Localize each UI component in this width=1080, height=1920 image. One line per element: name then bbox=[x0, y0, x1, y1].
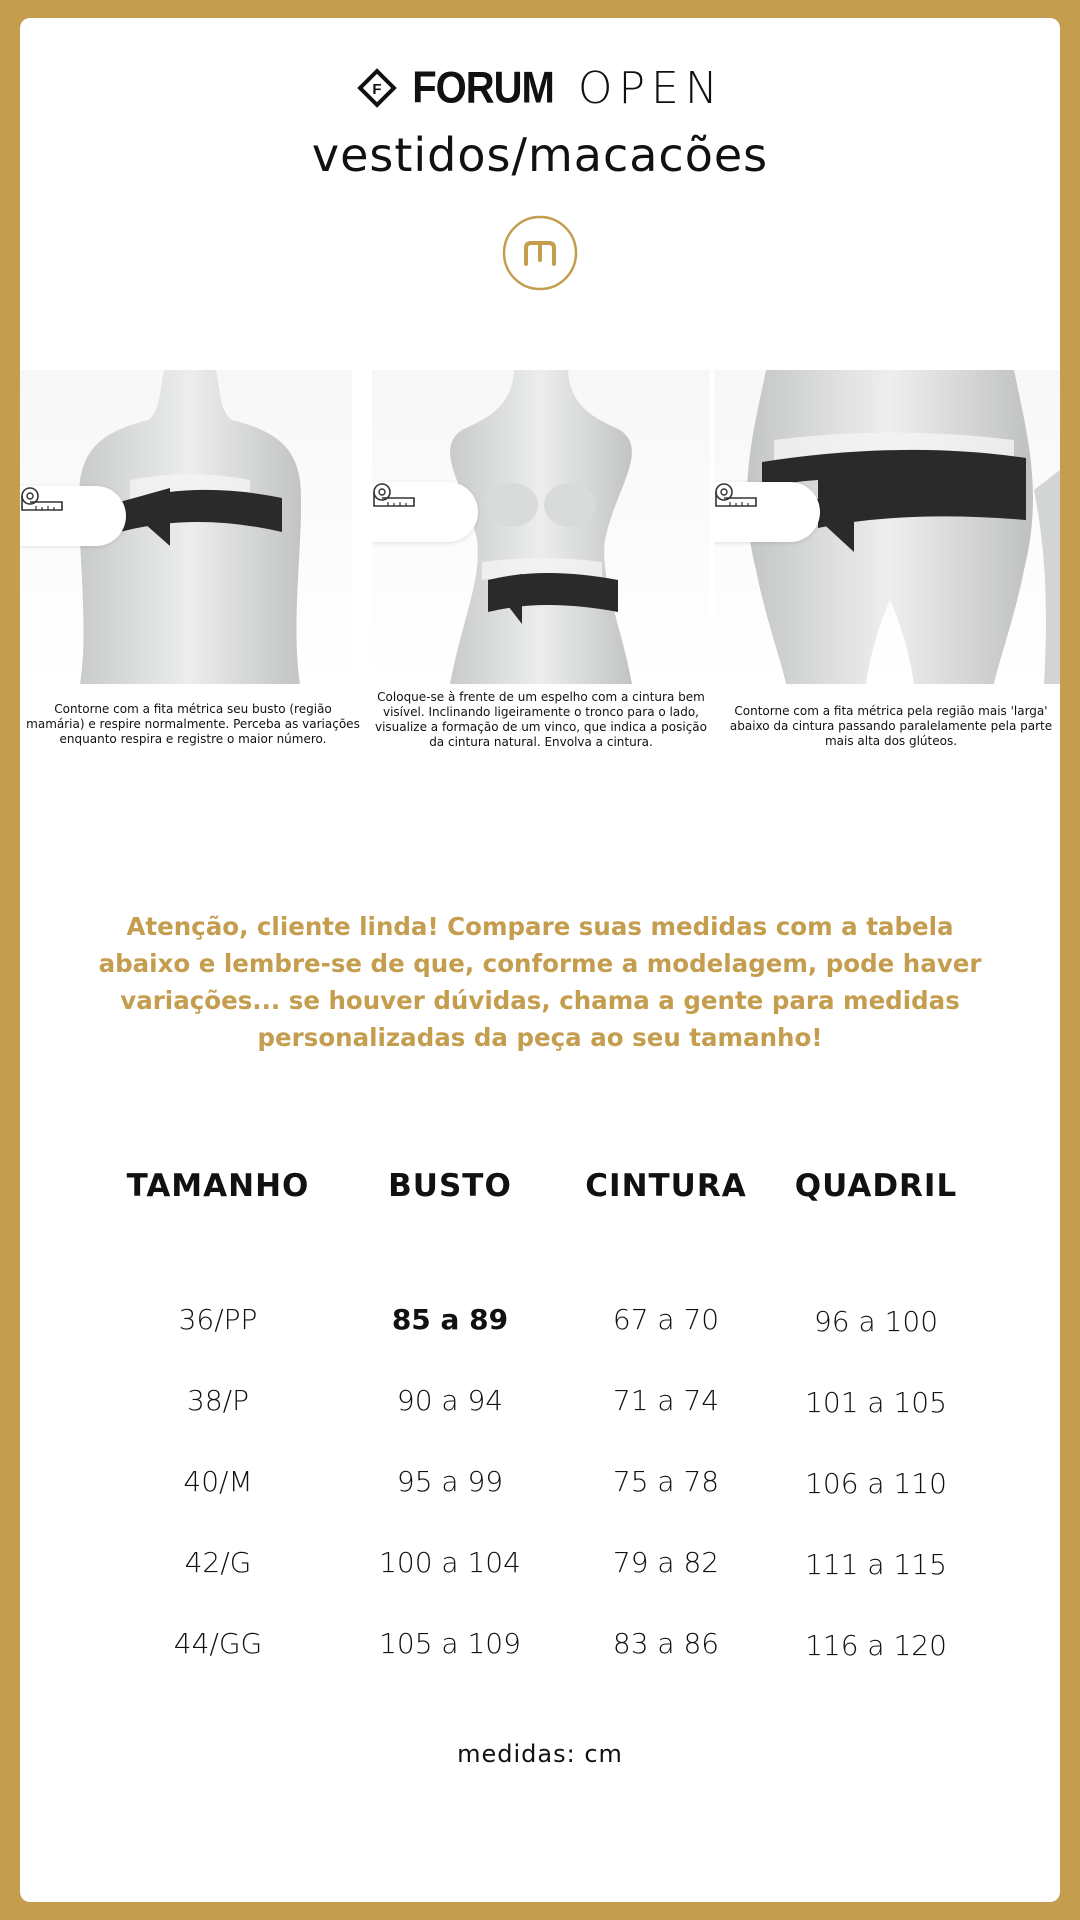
cell-size: 36/PP bbox=[178, 1303, 258, 1336]
cell-hip: 106 a 110 bbox=[805, 1467, 947, 1500]
header-waist: CINTURA bbox=[585, 1168, 747, 1204]
unit-note: medidas: cm bbox=[457, 1740, 623, 1768]
svg-text:F: F bbox=[372, 81, 382, 98]
page-subtitle: vestidos/macacões bbox=[311, 128, 769, 182]
cell-hip: 111 a 115 bbox=[805, 1548, 947, 1581]
size-guide-card bbox=[20, 18, 1060, 1902]
header-hip: QUADRIL bbox=[794, 1168, 958, 1204]
tape-tag bbox=[714, 482, 820, 542]
brand-line: OPEN bbox=[577, 62, 724, 114]
waist-figure bbox=[372, 370, 710, 684]
brand-header bbox=[20, 48, 1060, 128]
fit-notice: Atenção, cliente linda! Compare suas medidas com a tabela abaixo e lembre-se de que, conforme a modelagem, pode haver variações... se houver dúvidas, chama a gente para medidas personalizadas da peça ao seu tamanho! bbox=[98, 912, 982, 1052]
bust-figure bbox=[20, 370, 352, 684]
forum-logo-icon bbox=[356, 67, 398, 109]
cell-waist: 71 a 74 bbox=[612, 1384, 720, 1417]
cell-bust: 95 a 99 bbox=[396, 1465, 504, 1498]
cell-bust: 90 a 94 bbox=[396, 1384, 504, 1417]
cell-bust: 100 a 104 bbox=[379, 1546, 521, 1579]
tape-tag bbox=[20, 486, 126, 546]
hip-caption: Contorne com a fita métrica pela região mais 'larga' abaixo da cintura passando paralelamente pela parte mais alta dos glúteos. bbox=[729, 704, 1053, 748]
cell-hip: 96 a 100 bbox=[813, 1305, 939, 1338]
cell-waist: 83 a 86 bbox=[612, 1627, 720, 1660]
header-size: TAMANHO bbox=[126, 1168, 310, 1204]
header-bust: BUSTO bbox=[388, 1168, 512, 1204]
waist-caption: Coloque-se à frente de um espelho com a cintura bem visível. Inclinando ligeiramente o tronco para o lado, visualize a formação de um vinco, que indica a posição da cintura natural. Envolva a cintura. bbox=[374, 690, 708, 749]
cell-bust: 85 a 89 bbox=[391, 1303, 509, 1336]
cell-size: 40/M bbox=[183, 1465, 253, 1498]
cell-size: 42/G bbox=[184, 1546, 252, 1579]
cell-size: 38/P bbox=[187, 1384, 249, 1417]
tape-tag bbox=[372, 482, 478, 542]
cell-hip: 116 a 120 bbox=[805, 1629, 947, 1662]
cell-waist: 75 a 78 bbox=[612, 1465, 720, 1498]
cell-waist: 67 a 70 bbox=[612, 1303, 720, 1336]
hip-figure bbox=[714, 370, 1060, 684]
cell-size: 44/GG bbox=[173, 1627, 263, 1660]
m-monogram-circle-icon bbox=[501, 214, 579, 292]
brand-name: FORUM bbox=[412, 62, 554, 113]
bust-caption: Contorne com a fita métrica seu busto (região mamária) e respire normalmente. Perceba as variações enquanto respira e registre o maior número. bbox=[26, 702, 360, 746]
cell-bust: 105 a 109 bbox=[379, 1627, 521, 1660]
cell-waist: 79 a 82 bbox=[612, 1546, 720, 1579]
cell-hip: 101 a 105 bbox=[805, 1386, 947, 1419]
